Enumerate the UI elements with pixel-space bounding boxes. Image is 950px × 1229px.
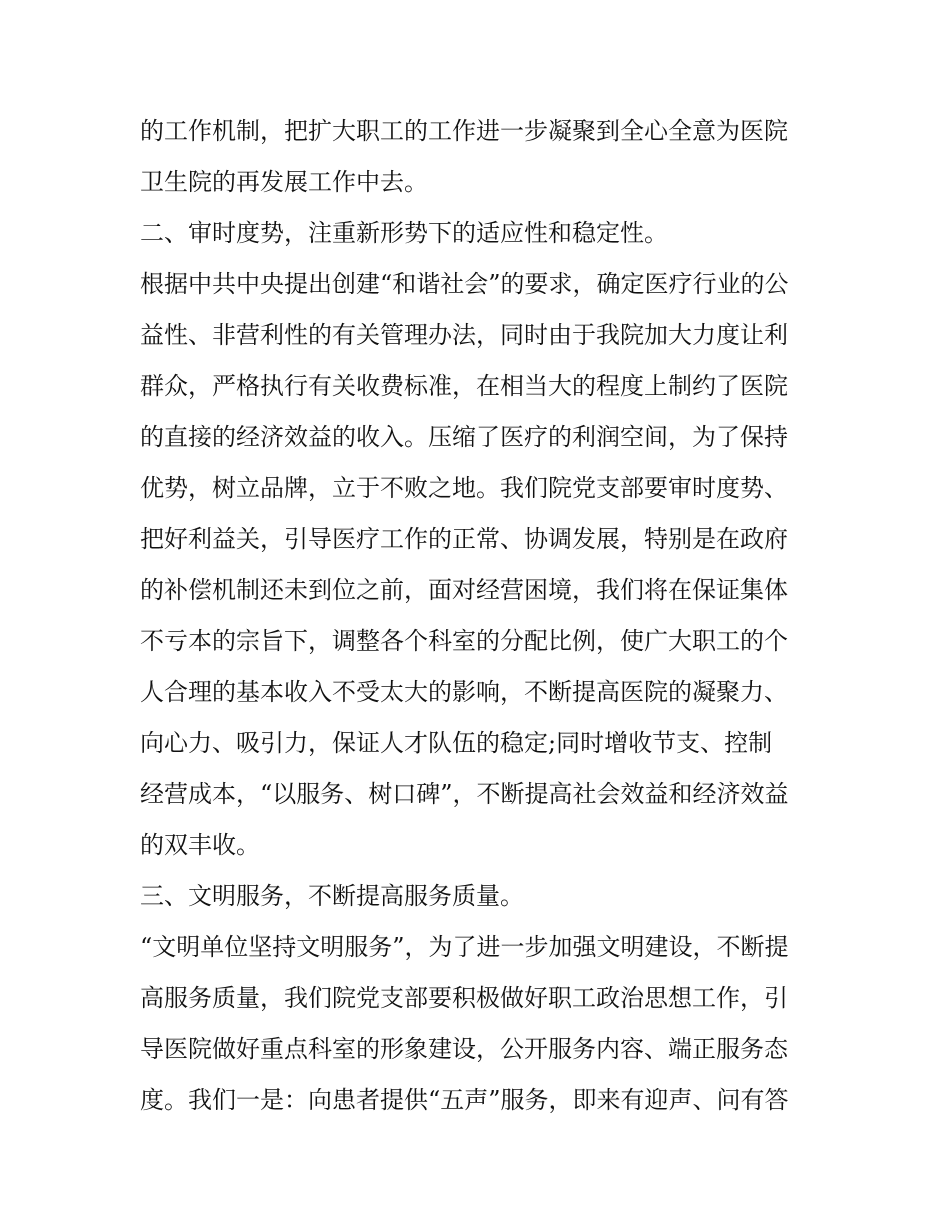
text-line: 的双丰收。 [140, 831, 260, 859]
text-line: 的工作机制，把扩大职工的工作进一步凝聚到全心全意为医院 [140, 117, 788, 145]
text-line: 高服务质量，我们院党支部要积极做好职工政治思想工作，引 [140, 984, 788, 1012]
text-line: 向心力、吸引力，保证人才队伍的稳定;同时增收节支、控制 [140, 729, 773, 757]
text-line: 不亏本的宗旨下，调整各个科室的分配比例，使广大职工的个 [140, 627, 788, 655]
text-line: 卫生院的再发展工作中去。 [140, 168, 428, 196]
text-line: 度。我们一是：向患者提供“五声”服务，即来有迎声、问有答 [140, 1086, 789, 1114]
section-heading: 二、审时度势，注重新形势下的适应性和稳定性。 [140, 219, 668, 247]
text-line: “文明单位坚持文明服务”，为了进一步加强文明建设，不断提 [140, 933, 789, 961]
text-line: 导医院做好重点科室的形象建设，公开服务内容、端正服务态 [140, 1035, 788, 1063]
text-line: 的补偿机制还未到位之前，面对经营困境，我们将在保证集体 [140, 576, 788, 604]
section-heading: 三、文明服务，不断提高服务质量。 [140, 882, 524, 910]
text-line: 根据中共中央提出创建“和谐社会”的要求，确定医疗行业的公 [140, 270, 789, 298]
text-line: 经营成本，“以服务、树口碑”，不断提高社会效益和经济效益 [140, 780, 789, 808]
text-line: 的直接的经济效益的收入。压缩了医疗的利润空间，为了保持 [140, 423, 788, 451]
text-line: 益性、非营利性的有关管理办法，同时由于我院加大力度让利 [140, 321, 788, 349]
text-line: 把好利益关，引导医疗工作的正常、协调发展，特别是在政府 [140, 525, 788, 553]
text-line: 人合理的基本收入不受太大的影响，不断提高医院的凝聚力、 [140, 678, 788, 706]
text-line: 群众，严格执行有关收费标准，在相当大的程度上制约了医院 [140, 372, 788, 400]
document-body [140, 109, 820, 1129]
text-line: 优势，树立品牌，立于不败之地。我们院党支部要审时度势、 [140, 474, 788, 502]
